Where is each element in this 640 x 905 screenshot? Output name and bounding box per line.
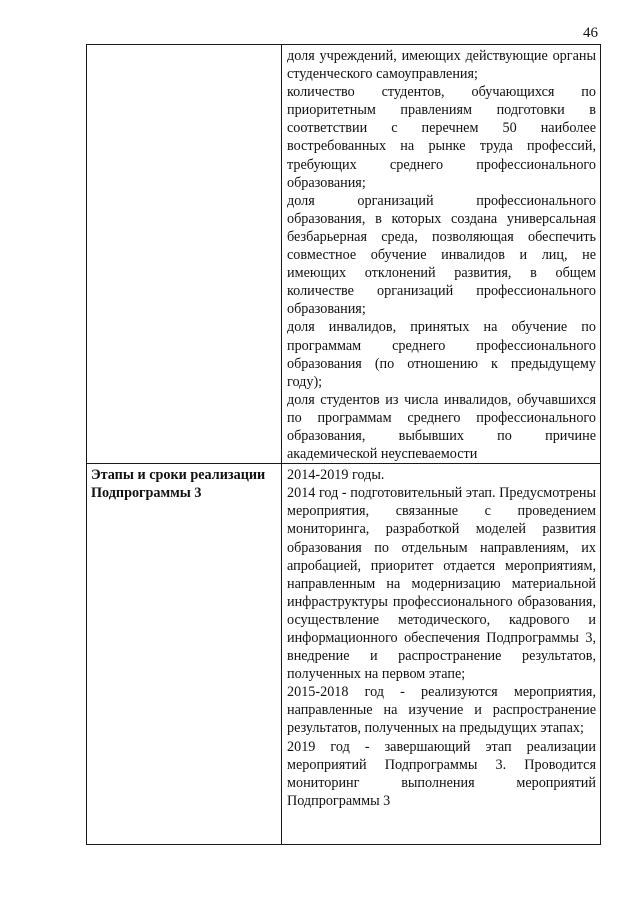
program-table — [86, 44, 601, 845]
indicator-paragraph: количество студентов, обучающихся по приоритетным правлениям подготовки в соответствии с перечнем 50 наиболее востребованных на рынке труда профессий, требующих среднего профессионального образования; — [287, 84, 596, 191]
indicator-paragraph: доля учреждений, имеющих действующие органы студенческого самоуправления; — [287, 48, 596, 83]
indicator-paragraph: доля организаций профессионального образования, в которых создана универсальная безбарьерная среда, позволяющая обеспечить совместное обучение инвалидов и лиц, не имеющих отклонений развития, в общем количестве организаций профессионального образования; — [287, 192, 596, 318]
stages-cell — [282, 464, 601, 845]
stage-paragraph: 2014-2019 годы. — [287, 467, 385, 484]
indicator-paragraph: доля инвалидов, принятых на обучение по программам среднего профессионального образования (по отношению к предыдущему году); — [287, 319, 596, 390]
stage-paragraph: 2015-2018 год - реализуются мероприятия, направленные на изучение и распространение результатов, полученных на предыдущих этапах; — [287, 684, 596, 737]
table-row-indicators — [87, 45, 601, 464]
stage-paragraph: 2014 год - подготовительный этап. Предусмотрены мероприятия, связанные с проведением мониторинга, разработкой моделей развития образования по отдельным направлениям, их апробацией, приоритет отдается мероприятиям, направленным на модернизацию материальной инфраструктуры профессионального образования, осуществление методического, кадрового и информационного обеспечения Подпрограммы 3, внедрение и распространение результатов, полученных на первом этапе; — [287, 485, 596, 683]
page-number: 46 — [583, 25, 598, 41]
table-row-stages — [87, 464, 601, 845]
indicators-cell — [282, 45, 601, 464]
stage-paragraph: 2019 год - завершающий этап реализации мероприятий Подпрограммы 3. Проводится мониторинг выполнения мероприятий Подпрограммы 3 — [287, 738, 596, 809]
row-label-empty — [87, 45, 282, 464]
indicator-paragraph: доля студентов из числа инвалидов, обучавшихся по программам среднего профессионального образования, выбывших по причине академической неуспеваемости — [287, 391, 596, 463]
row-label-stages: Этапы и сроки реализации Подпрограммы 3 — [87, 464, 282, 845]
